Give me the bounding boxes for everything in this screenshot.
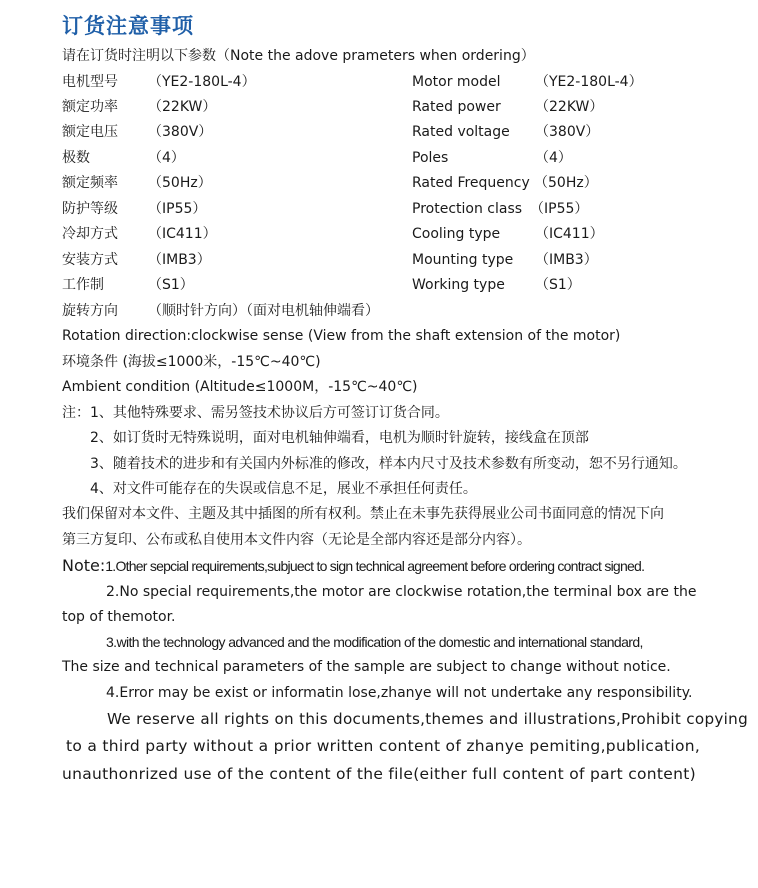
param-cn-label: 额定电压 — [62, 124, 118, 140]
param-en-value: （IP55） — [530, 201, 589, 217]
note-en-2a: 2.No special requirements,the motor are clockwise rotation,the terminal box are the — [106, 584, 697, 600]
note-en-1-line — [62, 557, 644, 576]
note-en-3b: The size and technical parameters of the sample are subject to change without notice. — [62, 659, 671, 675]
param-cn-value: （4） — [148, 150, 185, 166]
param-cn-value: （22KW） — [148, 99, 217, 115]
param-cn-label: 冷却方式 — [62, 226, 118, 242]
ambient-en-line: Ambient condition (Altitude≤1000M，-15℃~40℃) — [62, 379, 418, 395]
rights-cn-2: 第三方复印、公布或私自使用本文件内容（无论是全部内容还是部分内容）。 — [62, 532, 531, 548]
rotation-cn-label: 旋转方向 — [62, 303, 118, 319]
param-cn-value: （IP55） — [148, 201, 207, 217]
rotation-cn-value: （顺时针方向）（面对电机轴伸端看） — [148, 303, 379, 319]
param-cn-label: 额定功率 — [62, 99, 118, 115]
param-cn-label: 电机型号 — [62, 74, 118, 90]
param-en-label: Cooling type — [412, 226, 501, 242]
param-cn-label: 额定频率 — [62, 175, 118, 191]
rights-en-2: to a third party without a prior written content of zhanye pemiting,publication, — [66, 737, 701, 755]
param-en-value: （50Hz） — [534, 175, 598, 191]
param-en-label: Rated Frequency — [412, 175, 530, 191]
param-en-value: （IMB3） — [535, 252, 598, 268]
note-cn-4: 4、对文件可能存在的失误或信息不足，展业不承担任何责任。 — [90, 481, 477, 497]
param-cn-label: 防护等级 — [62, 201, 118, 217]
param-en-label: Mounting type — [412, 252, 514, 268]
param-cn-label: 极数 — [62, 150, 90, 166]
note-en-4: 4.Error may be exist or informatin lose,zhanye will not undertake any responsibility. — [106, 685, 693, 701]
param-en-value: （IC411） — [535, 226, 604, 242]
rights-en-3: unauthonrized use of the content of the file(either full content of part content) — [62, 765, 696, 783]
page-title: 订货注意事项 — [62, 14, 194, 38]
param-en-label: Motor model — [412, 74, 501, 90]
note-cn-1: 注：1、其他特殊要求、需另签技术协议后方可签订订货合同。 — [62, 405, 449, 421]
param-en-label: Poles — [412, 150, 449, 166]
note-cn-3: 3、随着技术的进步和有关国内外标准的修改，样本内尺寸及技术参数有所变动，恕不另行通知。 — [90, 456, 687, 472]
ambient-cn-line: 环境条件 (海拔≤1000米，-15℃~40℃) — [62, 354, 321, 370]
note-en-prefix: Note: — [62, 556, 106, 575]
param-cn-label: 安装方式 — [62, 252, 118, 268]
param-en-value: （22KW） — [535, 99, 604, 115]
param-en-value: （YE2-180L-4） — [535, 74, 643, 90]
param-en-label: Protection class — [412, 201, 523, 217]
param-cn-value: （IC411） — [148, 226, 217, 242]
param-en-value: （S1） — [535, 277, 581, 293]
param-en-value: （380V） — [535, 124, 600, 140]
param-cn-label: 工作制 — [62, 277, 104, 293]
intro-line: 请在订货时注明以下参数（Note the adove prameters when ordering） — [62, 48, 535, 64]
rights-cn-1: 我们保留对本文件、主题及其中插图的所有权利。禁止在未事先获得展业公司书面同意的情况下向 — [62, 506, 664, 522]
note-en-1: 1.Other sepcial requirements,subjuect to sign technical agreement before ordering contract signed. — [105, 558, 645, 574]
param-en-label: Rated power — [412, 99, 501, 115]
note-en-2b: top of themotor. — [62, 609, 176, 625]
param-en-label: Rated voltage — [412, 124, 510, 140]
param-cn-value: （IMB3） — [148, 252, 211, 268]
param-en-value: （4） — [535, 150, 572, 166]
param-cn-value: （S1） — [148, 277, 194, 293]
param-cn-value: （50Hz） — [148, 175, 212, 191]
note-cn-2: 2、如订货时无特殊说明，面对电机轴伸端看，电机为顺时针旋转，接线盒在顶部 — [90, 430, 589, 446]
param-cn-value: （YE2-180L-4） — [148, 74, 256, 90]
rotation-en-line: Rotation direction:clockwise sense (View from the shaft extension of the motor) — [62, 328, 621, 344]
note-en-3a: 3.with the technology advanced and the modification of the domestic and international standard, — [106, 634, 643, 650]
param-en-label: Working type — [412, 277, 505, 293]
param-cn-value: （380V） — [148, 124, 213, 140]
rights-en-1: We reserve all rights on this documents,themes and illustrations,Prohibit copying — [107, 710, 749, 728]
